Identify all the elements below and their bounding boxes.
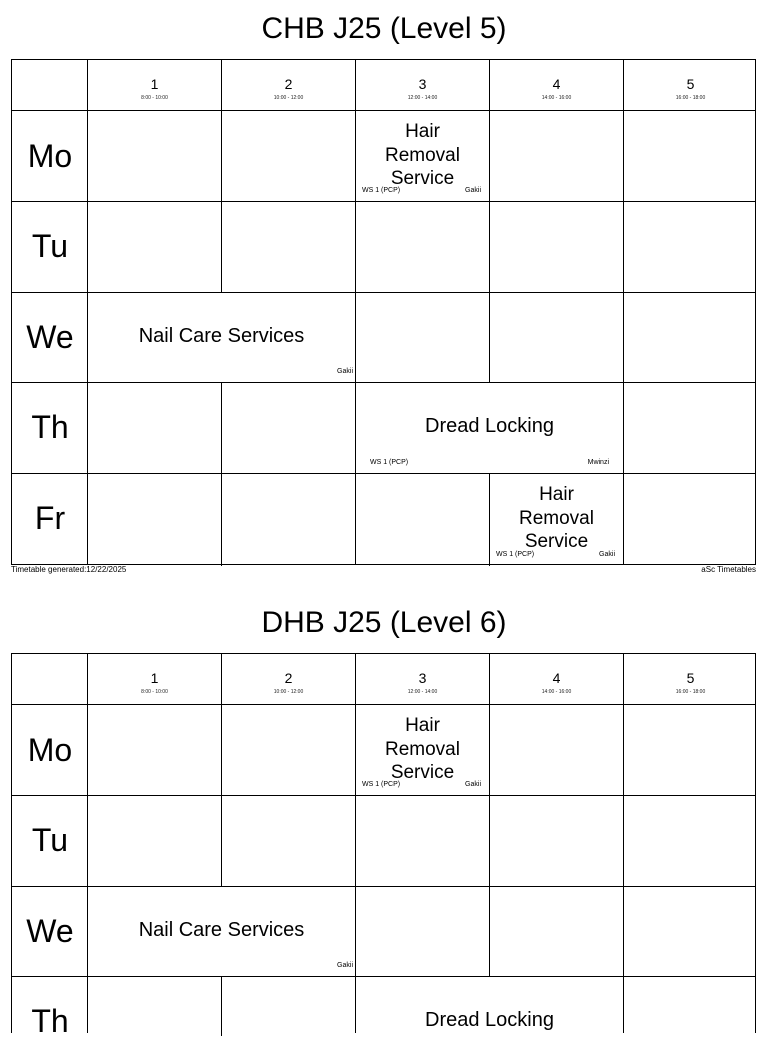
period-number: 3: [418, 76, 427, 92]
lesson-subject-line: Service: [524, 531, 589, 552]
period-number: 5: [686, 76, 695, 92]
lesson-block[interactable]: [88, 293, 355, 382]
lesson-subject-line: Hair: [405, 715, 440, 736]
lesson-teacher: Gakii: [465, 187, 481, 194]
period-header: [88, 60, 221, 110]
lesson-room: WS 1 (PCP): [370, 459, 409, 466]
period-header: [356, 654, 489, 704]
period-number: 1: [150, 670, 159, 686]
lesson-subject-line: Service: [390, 168, 455, 189]
day-label: Th: [31, 409, 69, 445]
period-header: [88, 654, 221, 704]
period-time: 8:00 - 10:00: [141, 95, 168, 101]
period-header: [490, 60, 623, 110]
day-label: Mo: [27, 732, 73, 768]
lesson-subject-line: Nail Care Services: [138, 325, 305, 347]
period-number: 2: [284, 76, 293, 92]
day-label: Fr: [34, 500, 66, 536]
day-label: Th: [31, 1003, 69, 1039]
footer-brand: aSc Timetables: [701, 565, 756, 574]
lesson-subject-line: Removal: [385, 145, 460, 166]
day-label: We: [26, 913, 74, 949]
period-header: [624, 60, 757, 110]
period-time: 14:00 - 16:00: [541, 689, 572, 695]
footer-generated: Timetable generated:12/22/2025: [11, 565, 127, 574]
period-number: 1: [150, 76, 159, 92]
lesson-room: WS 1 (PCP): [362, 781, 401, 788]
timetable-2-title: DHB J25 (Level 6): [261, 606, 507, 639]
lesson-block[interactable]: [490, 474, 623, 565]
lesson-teacher: Mwinzi: [587, 459, 609, 466]
period-header: [490, 654, 623, 704]
lesson-room: WS 1 (PCP): [362, 187, 401, 194]
lesson-block[interactable]: [88, 887, 355, 976]
period-header: [356, 60, 489, 110]
period-time: 10:00 - 12:00: [273, 95, 304, 101]
period-header: [624, 654, 757, 704]
lesson-subject-line: Service: [390, 762, 455, 783]
lesson-room: WS 1 (PCP): [496, 551, 535, 558]
day-label: Tu: [31, 228, 69, 264]
period-time: 12:00 - 14:00: [407, 689, 438, 695]
lesson-subject-line: Removal: [519, 508, 594, 529]
lesson-block[interactable]: [356, 977, 623, 1037]
day-label: Mo: [27, 138, 73, 174]
period-header: [222, 60, 355, 110]
lesson-subject-line: Removal: [385, 739, 460, 760]
lesson-subject-line: Hair: [539, 484, 574, 505]
period-number: 4: [552, 670, 561, 686]
timetable-2-grid: [11, 653, 756, 1039]
lesson-subject-line: Dread Locking: [425, 1009, 554, 1031]
lesson-teacher: Gakii: [337, 368, 353, 375]
lesson-teacher: Gakii: [465, 781, 481, 788]
lesson-teacher: Gakii: [599, 551, 615, 558]
period-number: 2: [284, 670, 293, 686]
timetable-1-title: CHB J25 (Level 5): [261, 12, 507, 45]
lesson-block[interactable]: [356, 383, 623, 473]
period-time: 10:00 - 12:00: [273, 689, 304, 695]
lesson-subject-line: Dread Locking: [425, 415, 554, 437]
period-number: 4: [552, 76, 561, 92]
period-number: 3: [418, 670, 427, 686]
period-time: 14:00 - 16:00: [541, 95, 572, 101]
lesson-block[interactable]: [356, 111, 489, 201]
lesson-block[interactable]: [356, 705, 489, 795]
timetable-1-grid: [11, 59, 756, 565]
period-time: 16:00 - 18:00: [675, 95, 706, 101]
period-time: 8:00 - 10:00: [141, 689, 168, 695]
period-time: 12:00 - 14:00: [407, 95, 438, 101]
day-label: We: [26, 319, 74, 355]
day-label: Tu: [31, 822, 69, 858]
period-time: 16:00 - 18:00: [675, 689, 706, 695]
period-number: 5: [686, 670, 695, 686]
lesson-subject-line: Nail Care Services: [138, 919, 305, 941]
lesson-teacher: Gakii: [337, 962, 353, 969]
lesson-subject-line: Hair: [405, 121, 440, 142]
period-header: [222, 654, 355, 704]
